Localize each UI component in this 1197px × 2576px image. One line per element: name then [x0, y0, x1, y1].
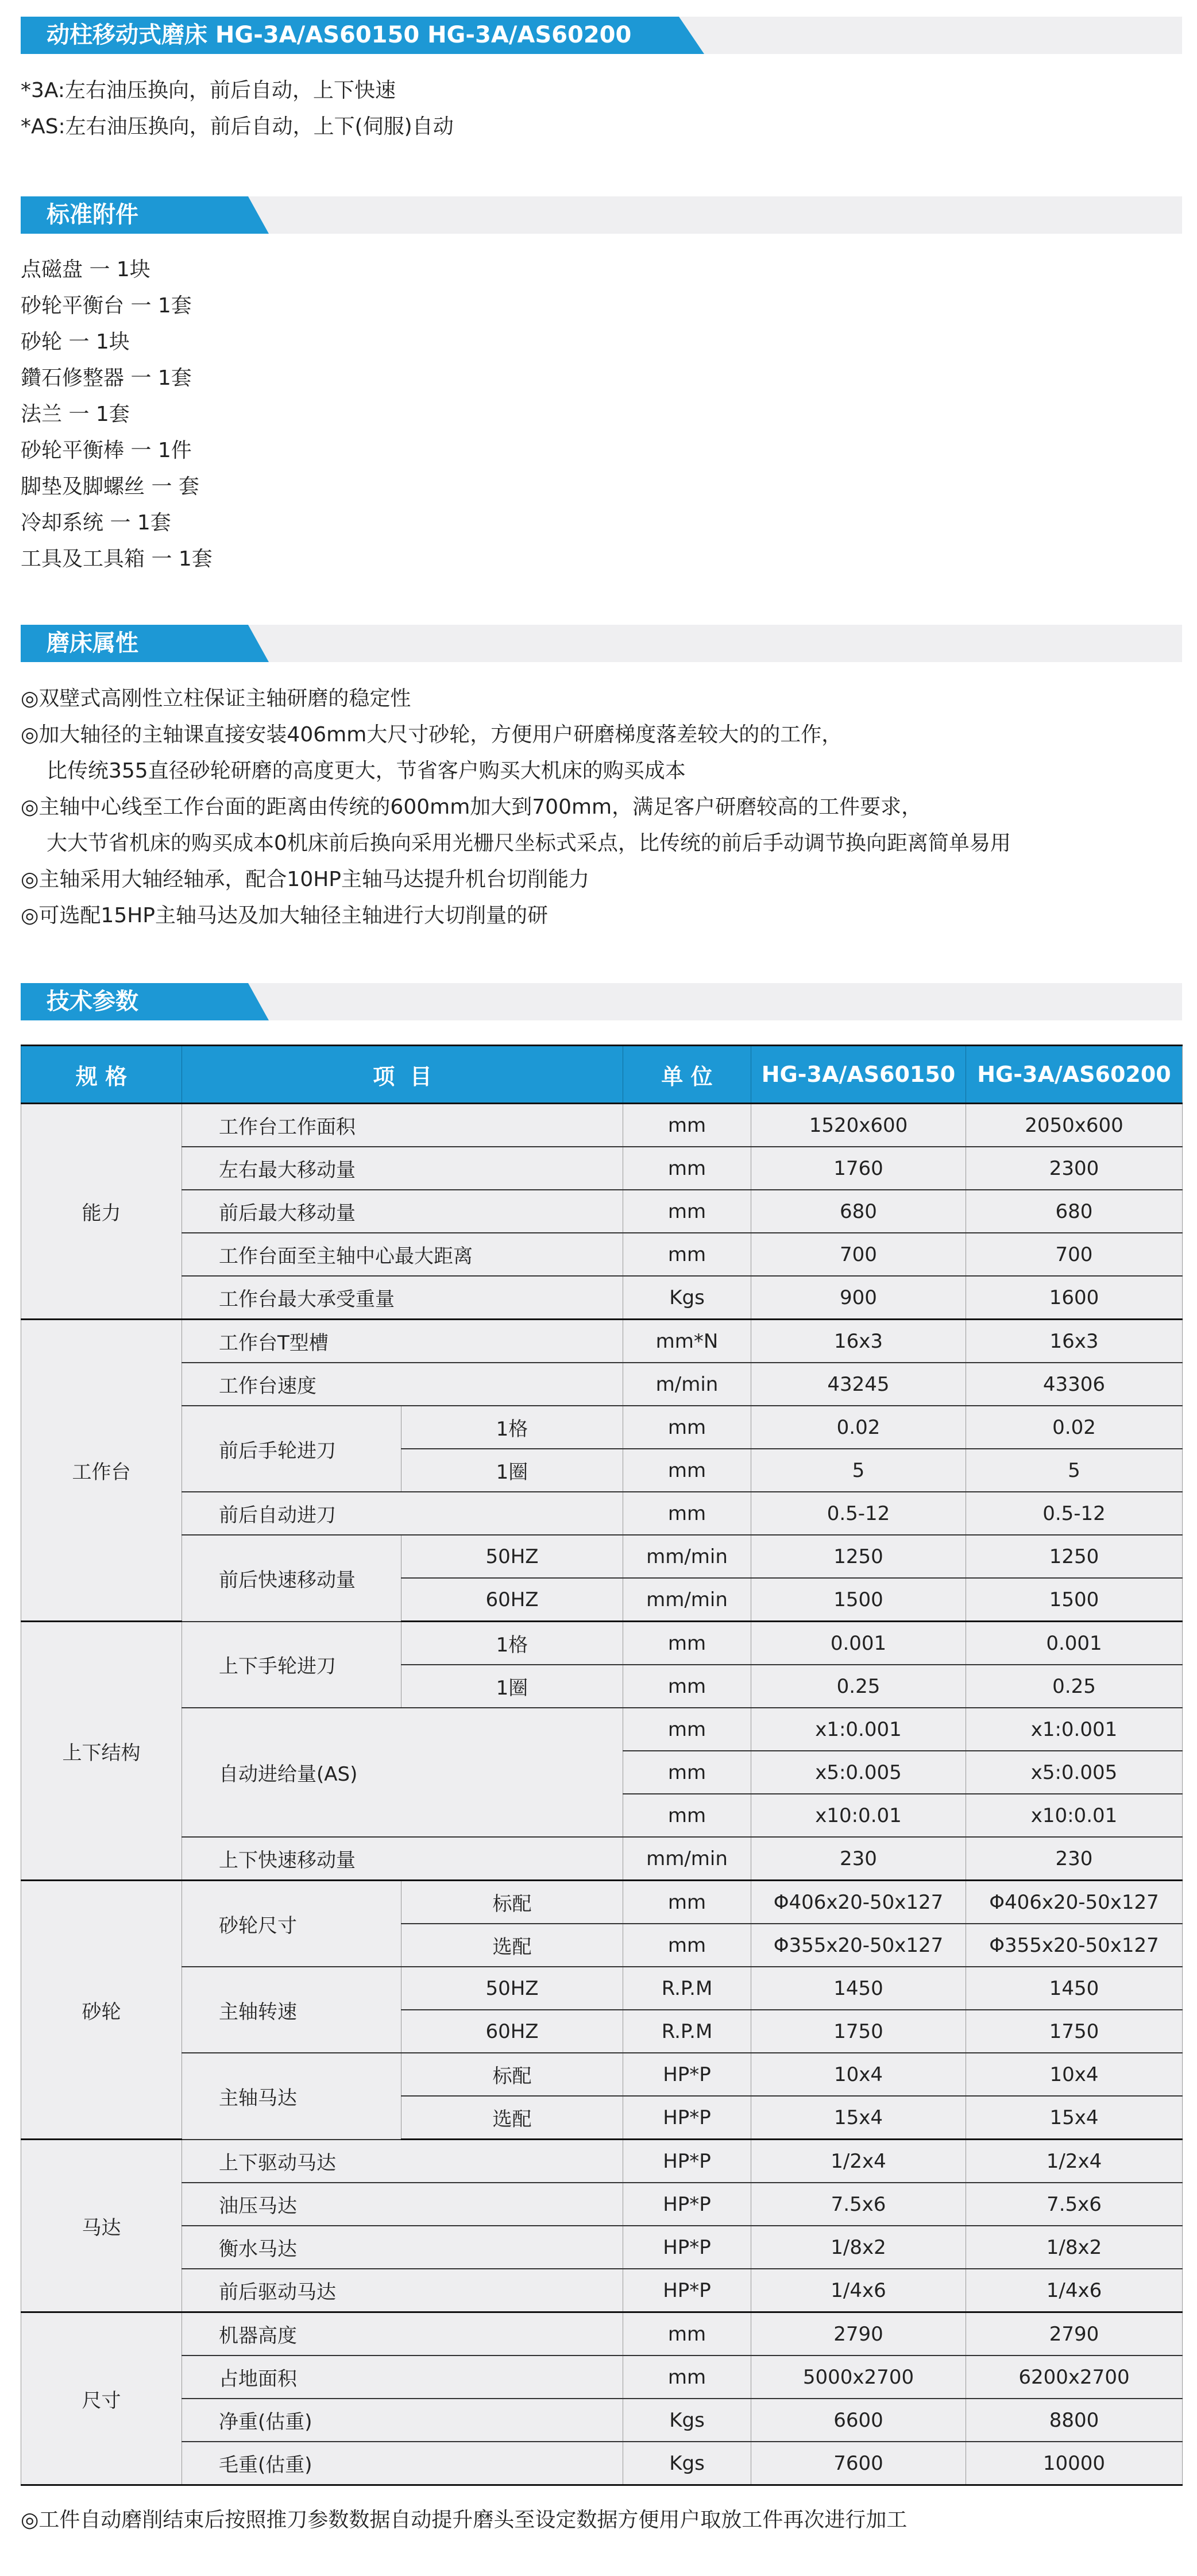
value-60150: x1:0.001: [751, 1708, 966, 1751]
unit-cell: HP*P: [623, 2183, 751, 2226]
group-label: 上下结构: [21, 1622, 182, 1881]
sub-item-label: 50HZ: [401, 1967, 623, 2010]
unit-cell: mm: [623, 1449, 751, 1492]
value-60200: x1:0.001: [966, 1708, 1183, 1751]
item-label: 前后自动进刀: [182, 1492, 623, 1535]
table-row: [21, 1147, 1183, 1190]
value-60200: 2050x600: [966, 1104, 1183, 1147]
value-60150: 1520x600: [751, 1104, 966, 1147]
item-label: 主轴马达: [182, 2053, 401, 2140]
item-label: 机器高度: [182, 2312, 623, 2356]
value-60200: Φ355x20-50x127: [966, 1924, 1183, 1967]
table-row: [21, 1406, 1183, 1449]
property-item: ◎主轴采用大轴经轴承，配合10HP主轴马达提升机台切削能力: [21, 868, 590, 891]
sub-item-label: 50HZ: [401, 1535, 623, 1578]
unit-cell: mm: [623, 1794, 751, 1837]
unit-cell: m/min: [623, 1363, 751, 1406]
property-list: [21, 680, 1011, 934]
table-row: [21, 1622, 1183, 1665]
accessory-item: 砂轮 一 1块: [21, 330, 130, 354]
item-label: 工作台工作面积: [182, 1104, 623, 1147]
value-60200: 8800: [966, 2399, 1183, 2442]
value-60150: 2790: [751, 2312, 966, 2356]
item-label: 前后驱动马达: [182, 2269, 623, 2312]
table-row: [21, 2355, 1183, 2399]
value-60150: 6600: [751, 2399, 966, 2442]
unit-cell: mm: [623, 1233, 751, 1276]
header-model-60150: HG-3A/AS60150: [751, 1046, 966, 1104]
accessory-item: 点磁盘 一 1块: [21, 258, 150, 281]
value-60200: 43306: [966, 1363, 1183, 1406]
value-60150: 1/2x4: [751, 2140, 966, 2183]
unit-cell: mm: [623, 1622, 751, 1665]
unit-cell: mm: [623, 1881, 751, 1924]
unit-cell: HP*P: [623, 2269, 751, 2312]
table-row: [21, 1967, 1183, 2010]
accessory-item: 砂轮平衡台 一 1套: [21, 294, 192, 318]
value-60150: 0.02: [751, 1406, 966, 1449]
unit-cell: mm*N: [623, 1320, 751, 1363]
table-row: [21, 2183, 1183, 2226]
unit-cell: mm: [623, 1406, 751, 1449]
value-60150: 680: [751, 1190, 966, 1233]
property-item: 大大节省机床的购买成本0机床前后换向采用光栅尺坐标式采点，比传统的前后手动调节换向距离简单易用: [47, 831, 1011, 855]
value-60200: 6200x2700: [966, 2355, 1183, 2399]
item-label: 毛重(估重): [182, 2442, 623, 2485]
accessory-item: 工具及工具箱 一 1套: [21, 547, 213, 571]
value-60150: 1760: [751, 1147, 966, 1190]
value-60200: 10x4: [966, 2053, 1183, 2096]
value-60200: 16x3: [966, 1320, 1183, 1363]
property-item: ◎加大轴径的主轴课直接安装406mm大尺寸砂轮，方便用户研磨梯度落差较大的的工作，: [21, 723, 843, 747]
table-row: [21, 1708, 1183, 1751]
table-row: [21, 2312, 1183, 2356]
value-60200: 1450: [966, 1967, 1183, 2010]
unit-cell: mm: [623, 1708, 751, 1751]
sub-item-label: 选配: [401, 1924, 623, 1967]
value-60150: 16x3: [751, 1320, 966, 1363]
sub-item-label: 1格: [401, 1406, 623, 1449]
item-label: 自动进给量(AS): [182, 1708, 623, 1837]
table-row: [21, 2399, 1183, 2442]
accessory-item: 脚垫及脚螺丝 一 套: [21, 475, 199, 498]
property-item: ◎主轴中心线至工作台面的距离由传统的600mm加大到700mm，满足客户研磨较高的工件要求，: [21, 795, 922, 819]
table-row: [21, 2442, 1183, 2485]
item-label: 砂轮尺寸: [182, 1881, 401, 1967]
table-row: [21, 2053, 1183, 2096]
unit-cell: mm: [623, 1924, 751, 1967]
group-label: 马达: [21, 2140, 182, 2312]
value-60150: 7.5x6: [751, 2183, 966, 2226]
sub-item-label: 60HZ: [401, 1578, 623, 1622]
accessory-item: 法兰 一 1套: [21, 403, 130, 426]
item-label: 前后手轮进刀: [182, 1406, 401, 1492]
sub-item-label: 1圈: [401, 1449, 623, 1492]
value-60200: 1750: [966, 2010, 1183, 2053]
value-60200: x5:0.005: [966, 1751, 1183, 1794]
table-row: [21, 1881, 1183, 1924]
item-label: 净重(估重): [182, 2399, 623, 2442]
value-60200: 0.001: [966, 1622, 1183, 1665]
value-60150: 1500: [751, 1578, 966, 1622]
unit-cell: mm: [623, 1190, 751, 1233]
value-60150: 15x4: [751, 2096, 966, 2140]
item-label: 工作台速度: [182, 1363, 623, 1406]
accessory-item: 砂轮平衡棒 一 1件: [21, 439, 192, 462]
section-heading: 标准附件: [47, 202, 138, 228]
accessory-item: 鑽石修整器 一 1套: [21, 366, 192, 390]
unit-cell: mm: [623, 1751, 751, 1794]
item-label: 工作台T型槽: [182, 1320, 623, 1363]
value-60150: 700: [751, 1233, 966, 1276]
value-60200: 2790: [966, 2312, 1183, 2356]
value-60150: x5:0.005: [751, 1751, 966, 1794]
note-3a: *3A:左右油压换向，前后自动，上下快速: [21, 79, 396, 102]
sub-item-label: 60HZ: [401, 2010, 623, 2053]
value-60200: 230: [966, 1837, 1183, 1881]
value-60150: 1/4x6: [751, 2269, 966, 2312]
value-60200: x10:0.01: [966, 1794, 1183, 1837]
table-row: [21, 1535, 1183, 1578]
item-label: 上下手轮进刀: [182, 1622, 401, 1708]
item-label: 工作台面至主轴中心最大距离: [182, 1233, 623, 1276]
item-label: 主轴转速: [182, 1967, 401, 2053]
value-60200: 15x4: [966, 2096, 1183, 2140]
group-label: 尺寸: [21, 2312, 182, 2485]
table-row: [21, 1190, 1183, 1233]
table-row: [21, 1492, 1183, 1535]
spec-table: [21, 1045, 1183, 2486]
unit-cell: mm: [623, 2355, 751, 2399]
group-label: 砂轮: [21, 1881, 182, 2140]
value-60150: x10:0.01: [751, 1794, 966, 1837]
value-60150: 7600: [751, 2442, 966, 2485]
unit-cell: mm/min: [623, 1578, 751, 1622]
property-item: 比传统355直径砂轮研磨的高度更大，节省客户购买大机床的购买成本: [47, 759, 686, 783]
section-banner-properties: [21, 625, 1182, 662]
table-row: [21, 1233, 1183, 1276]
value-60200: 1/2x4: [966, 2140, 1183, 2183]
table-row: [21, 2226, 1183, 2269]
value-60200: Φ406x20-50x127: [966, 1881, 1183, 1924]
sub-item-label: 1圈: [401, 1665, 623, 1708]
header-model-60200: HG-3A/AS60200: [966, 1046, 1183, 1104]
value-60200: 1500: [966, 1578, 1183, 1622]
accessory-item: 冷却系统 一 1套: [21, 511, 171, 535]
unit-cell: R.P.M: [623, 1967, 751, 2010]
unit-cell: mm: [623, 1104, 751, 1147]
value-60200: 10000: [966, 2442, 1183, 2485]
value-60200: 5: [966, 1449, 1183, 1492]
note-as: *AS:左右油压换向，前后自动，上下(伺服)自动: [21, 115, 454, 138]
section-banner-accessories: [21, 196, 1182, 234]
item-label: 衡水马达: [182, 2226, 623, 2269]
item-label: 占地面积: [182, 2355, 623, 2399]
table-row: [21, 1363, 1183, 1406]
table-row: [21, 1276, 1183, 1320]
table-row: [21, 2269, 1183, 2312]
header-spec: 规 格: [21, 1046, 182, 1104]
table-row: [21, 1837, 1183, 1881]
unit-cell: Kgs: [623, 1276, 751, 1320]
unit-cell: HP*P: [623, 2226, 751, 2269]
value-60150: 1/8x2: [751, 2226, 966, 2269]
unit-cell: mm: [623, 1492, 751, 1535]
value-60150: 0.5-12: [751, 1492, 966, 1535]
section-banner-title: [21, 17, 1182, 54]
unit-cell: Kgs: [623, 2399, 751, 2442]
section-banner-params: [21, 983, 1182, 1020]
unit-cell: HP*P: [623, 2053, 751, 2096]
sub-item-label: 标配: [401, 2053, 623, 2096]
value-60150: 1250: [751, 1535, 966, 1578]
property-item: ◎可选配15HP主轴马达及加大轴径主轴进行大切削量的研: [21, 904, 549, 927]
value-60150: 1750: [751, 2010, 966, 2053]
unit-cell: HP*P: [623, 2096, 751, 2140]
value-60150: 230: [751, 1837, 966, 1881]
unit-cell: mm: [623, 2312, 751, 2356]
value-60200: 700: [966, 1233, 1183, 1276]
section-heading: 磨床属性: [47, 630, 138, 656]
group-label: 能力: [21, 1104, 182, 1320]
unit-cell: mm: [623, 1147, 751, 1190]
footnote: ◎工件自动磨削结束后按照推刀参数数据自动提升磨头至设定数据方便用户取放工件再次进行加工: [21, 2508, 908, 2532]
item-label: 油压马达: [182, 2183, 623, 2226]
value-60200: 1/8x2: [966, 2226, 1183, 2269]
unit-cell: R.P.M: [623, 2010, 751, 2053]
table-row: [21, 1320, 1183, 1363]
header-item: 项 目: [182, 1046, 623, 1104]
value-60150: 5000x2700: [751, 2355, 966, 2399]
value-60150: 0.001: [751, 1622, 966, 1665]
value-60200: 0.02: [966, 1406, 1183, 1449]
unit-cell: mm/min: [623, 1837, 751, 1881]
accessory-list: [21, 252, 213, 577]
value-60200: 7.5x6: [966, 2183, 1183, 2226]
group-label: 工作台: [21, 1320, 182, 1622]
value-60150: Φ355x20-50x127: [751, 1924, 966, 1967]
item-label: 上下快速移动量: [182, 1837, 623, 1881]
item-label: 前后快速移动量: [182, 1535, 401, 1622]
value-60200: 1600: [966, 1276, 1183, 1320]
page-title: 动柱移动式磨床 HG-3A/AS60150 HG-3A/AS60200: [47, 22, 632, 48]
sub-item-label: 标配: [401, 1881, 623, 1924]
item-label: 上下驱动马达: [182, 2140, 623, 2183]
item-label: 工作台最大承受重量: [182, 1276, 623, 1320]
value-60150: Φ406x20-50x127: [751, 1881, 966, 1924]
table-row: [21, 2140, 1183, 2183]
section-heading: 技术参数: [47, 988, 138, 1015]
value-60200: 1/4x6: [966, 2269, 1183, 2312]
value-60150: 900: [751, 1276, 966, 1320]
table-row: [21, 1104, 1183, 1147]
value-60150: 0.25: [751, 1665, 966, 1708]
sub-item-label: 选配: [401, 2096, 623, 2140]
mode-notes: [21, 72, 454, 145]
unit-cell: mm: [623, 1665, 751, 1708]
value-60200: 0.5-12: [966, 1492, 1183, 1535]
value-60200: 680: [966, 1190, 1183, 1233]
property-item: ◎双壁式高刚性立柱保证主轴研磨的稳定性: [21, 687, 411, 710]
sub-item-label: 1格: [401, 1622, 623, 1665]
value-60150: 5: [751, 1449, 966, 1492]
item-label: 左右最大移动量: [182, 1147, 623, 1190]
unit-cell: HP*P: [623, 2140, 751, 2183]
value-60150: 10x4: [751, 2053, 966, 2096]
value-60150: 43245: [751, 1363, 966, 1406]
unit-cell: mm/min: [623, 1535, 751, 1578]
value-60200: 1250: [966, 1535, 1183, 1578]
header-unit: 单 位: [623, 1046, 751, 1104]
value-60200: 2300: [966, 1147, 1183, 1190]
unit-cell: Kgs: [623, 2442, 751, 2485]
item-label: 前后最大移动量: [182, 1190, 623, 1233]
table-header-row: [21, 1046, 1183, 1104]
value-60150: 1450: [751, 1967, 966, 2010]
value-60200: 0.25: [966, 1665, 1183, 1708]
